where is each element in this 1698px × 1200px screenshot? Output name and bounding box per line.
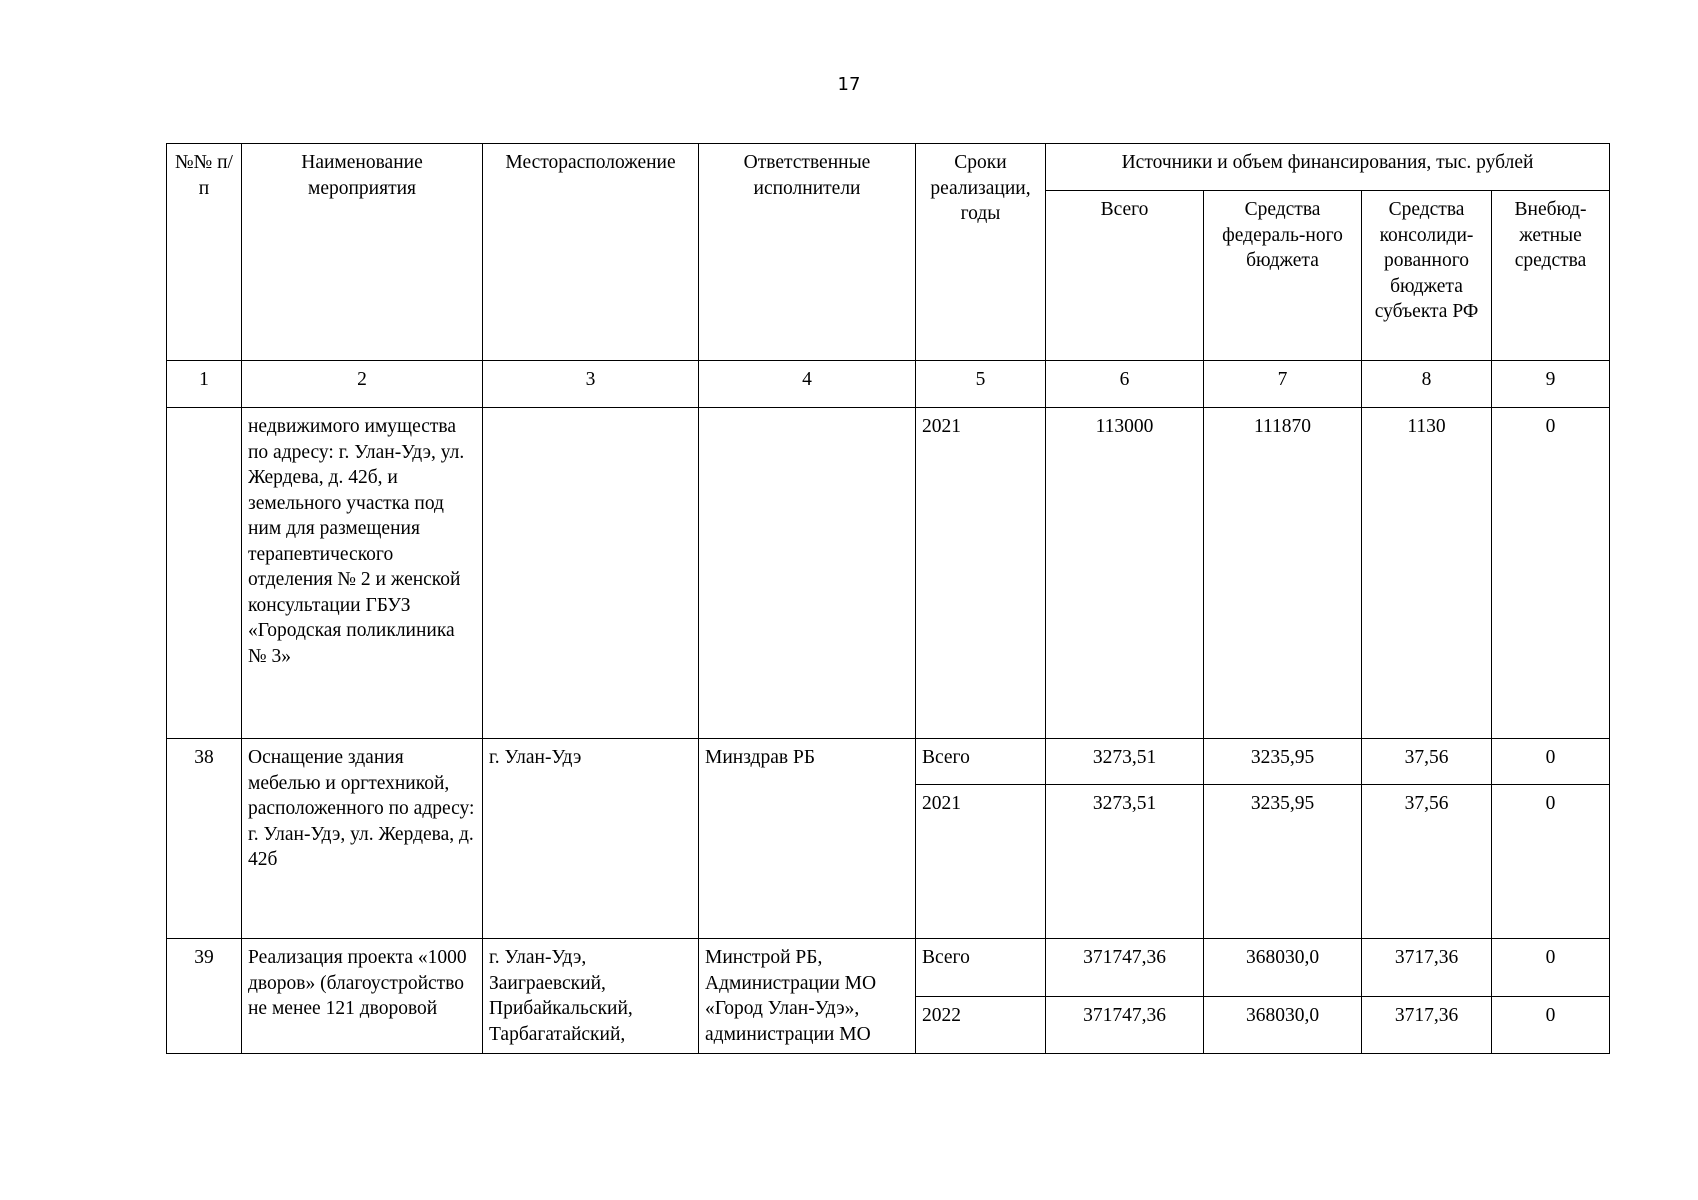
row-total: 113000: [1046, 408, 1204, 739]
header-col-location: Месторасположение: [483, 144, 699, 361]
row-term: 2021: [916, 408, 1046, 739]
header-col-name: Наименование мероприятия: [242, 144, 483, 361]
row-consolidated: 1130: [1362, 408, 1492, 739]
row-term: 2021: [916, 785, 1046, 939]
row-term: Всего: [916, 939, 1046, 997]
row-consolidated: 37,56: [1362, 785, 1492, 939]
column-number: 4: [699, 361, 916, 408]
row-responsible: Минздрав РБ: [699, 739, 916, 939]
row-term: 2022: [916, 996, 1046, 1054]
row-consolidated: 3717,36: [1362, 996, 1492, 1054]
row-term: Всего: [916, 739, 1046, 785]
row-num: 38: [167, 739, 242, 939]
row-name: Оснащение здания мебелью и оргтехникой, расположенного по адресу: г. Улан-Удэ, ул. Жердева, д. 42б: [242, 739, 483, 939]
column-number: 3: [483, 361, 699, 408]
row-name: Реализация проекта «1000 дворов» (благоустройство не менее 121 дворовой: [242, 939, 483, 1054]
header-col-responsible: Ответственные исполнители: [699, 144, 916, 361]
header-col-terms: Сроки реализации, годы: [916, 144, 1046, 361]
column-number: 5: [916, 361, 1046, 408]
row-location: г. Улан-Удэ, Заиграевский, Прибайкальский, Тарбагатайский,: [483, 939, 699, 1054]
row-extrabudget: 0: [1492, 996, 1610, 1054]
row-extrabudget: 0: [1492, 785, 1610, 939]
row-federal: 3235,95: [1204, 785, 1362, 939]
row-consolidated: 3717,36: [1362, 939, 1492, 997]
row-name: недвижимого имущества по адресу: г. Улан-Удэ, ул. Жердева, д. 42б, и земельного участка под ним для размещения терапевтического отделения № 2 и женской консультации ГБУЗ «Городская поликлиника № 3»: [242, 408, 483, 739]
funding-table: [166, 143, 1610, 1054]
row-total: 3273,51: [1046, 739, 1204, 785]
column-number: 2: [242, 361, 483, 408]
header-col-extrabudget: Внебюд-жетные средства: [1492, 191, 1610, 361]
column-number: 8: [1362, 361, 1492, 408]
row-federal: 111870: [1204, 408, 1362, 739]
table-row: [167, 939, 1610, 997]
header-col-funding: Источники и объем финансирования, тыс. рублей: [1046, 144, 1610, 191]
page-number: 17: [837, 74, 861, 95]
table-row: [167, 408, 1610, 739]
header-col-federal: Средства федераль-ного бюджета: [1204, 191, 1362, 361]
row-federal: 368030,0: [1204, 996, 1362, 1054]
row-location: [483, 408, 699, 739]
row-total: 371747,36: [1046, 939, 1204, 997]
row-num: 39: [167, 939, 242, 1054]
column-number-row: [167, 361, 1610, 408]
row-extrabudget: 0: [1492, 408, 1610, 739]
row-responsible: Минстрой РБ, Администрации МО «Город Улан-Удэ», администрации МО: [699, 939, 916, 1054]
header-col-consolidated: Средства консолиди-рованного бюджета субъекта РФ: [1362, 191, 1492, 361]
row-total: 371747,36: [1046, 996, 1204, 1054]
header-row-1: [167, 144, 1610, 191]
row-federal: 3235,95: [1204, 739, 1362, 785]
header-col-total: Всего: [1046, 191, 1204, 361]
row-consolidated: 37,56: [1362, 739, 1492, 785]
row-location: г. Улан-Удэ: [483, 739, 699, 939]
column-number: 7: [1204, 361, 1362, 408]
row-federal: 368030,0: [1204, 939, 1362, 997]
row-num: [167, 408, 242, 739]
column-number: 6: [1046, 361, 1204, 408]
column-number: 1: [167, 361, 242, 408]
header-col-num: №№ п/п: [167, 144, 242, 361]
row-extrabudget: 0: [1492, 739, 1610, 785]
row-total: 3273,51: [1046, 785, 1204, 939]
row-responsible: [699, 408, 916, 739]
column-number: 9: [1492, 361, 1610, 408]
row-extrabudget: 0: [1492, 939, 1610, 997]
table-row: [167, 739, 1610, 785]
